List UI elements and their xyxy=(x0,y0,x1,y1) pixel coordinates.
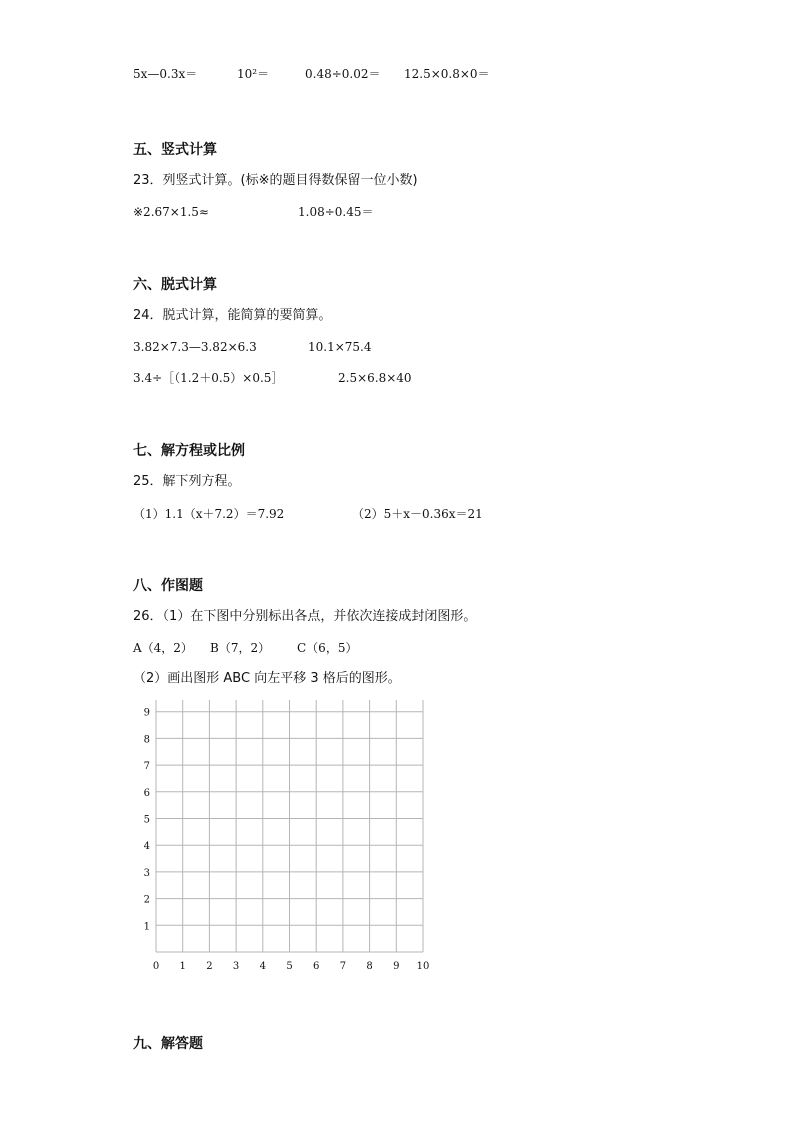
section-6-title: 六、脱式计算 xyxy=(133,277,217,293)
question-24: 24．脱式计算，能简算的要简算。 xyxy=(133,308,332,323)
question-23: 23．列竖式计算。(标※的题目得数保留一位小数) xyxy=(133,173,418,188)
q25-item-1: （1）1.1（x＋7.2）＝7.92 xyxy=(133,507,285,521)
q24-item-1: 3.82×7.3—3.82×6.3 xyxy=(133,340,257,354)
section-9-title: 九、解答题 xyxy=(133,1036,203,1052)
coordinate-grid xyxy=(130,700,440,980)
q24-item-3: 3.4÷［（1.2＋0.5）×0.5］ xyxy=(133,371,284,385)
x-tick-label: 2 xyxy=(206,961,213,972)
q24-item-2: 10.1×75.4 xyxy=(308,340,372,354)
question-25: 25．解下列方程。 xyxy=(133,474,241,489)
q25-item-2: （2）5＋x－0.36x＝21 xyxy=(352,507,483,521)
q23-item-1: ※2.67×1.5≈ xyxy=(133,205,209,219)
x-tick-label: 7 xyxy=(339,961,347,972)
oral-item-3: 0.48÷0.02＝ xyxy=(305,67,381,81)
section-7-title: 七、解方程或比例 xyxy=(133,443,245,459)
y-tick-label: 8 xyxy=(143,734,150,746)
question-26-part-2: （2）画出图形 ABC 向左平移 3 格后的图形。 xyxy=(133,671,401,686)
question-26: 26．（1）在下图中分别标出各点，并依次连接成封闭图形。 xyxy=(133,609,477,624)
point-c: C（6，5） xyxy=(297,641,358,655)
oral-item-2: 10²＝ xyxy=(237,67,270,81)
section-8-title: 八、作图题 xyxy=(133,578,203,594)
x-tick-label: 8 xyxy=(366,961,373,972)
point-b: B（7，2） xyxy=(210,641,271,655)
x-tick-label: 3 xyxy=(232,961,240,972)
x-tick-label: 1 xyxy=(179,961,186,972)
section-5-title: 五、竖式计算 xyxy=(133,142,217,158)
q23-item-2: 1.08÷0.45＝ xyxy=(298,205,374,219)
q24-item-4: 2.5×6.8×40 xyxy=(338,371,412,385)
grid-svg xyxy=(130,700,440,980)
y-tick-label: 9 xyxy=(143,707,150,719)
y-tick-label: 5 xyxy=(143,814,150,826)
point-a: A（4，2） xyxy=(133,641,193,655)
x-tick-label: 5 xyxy=(286,961,293,972)
y-tick-label: 2 xyxy=(143,894,150,906)
y-tick-label: 7 xyxy=(143,761,150,773)
y-tick-label: 4 xyxy=(143,841,150,853)
oral-item-4: 12.5×0.8×0＝ xyxy=(404,67,490,81)
y-tick-label: 1 xyxy=(143,921,150,933)
x-tick-label: 4 xyxy=(259,961,266,972)
x-tick-label: 0 xyxy=(152,961,160,972)
x-tick-label: 9 xyxy=(393,961,400,972)
x-tick-label: 10 xyxy=(416,961,430,972)
y-tick-label: 3 xyxy=(143,867,150,879)
oral-item-1: 5x—0.3x＝ xyxy=(133,67,198,81)
x-tick-label: 6 xyxy=(313,961,320,972)
y-tick-label: 6 xyxy=(143,787,150,799)
